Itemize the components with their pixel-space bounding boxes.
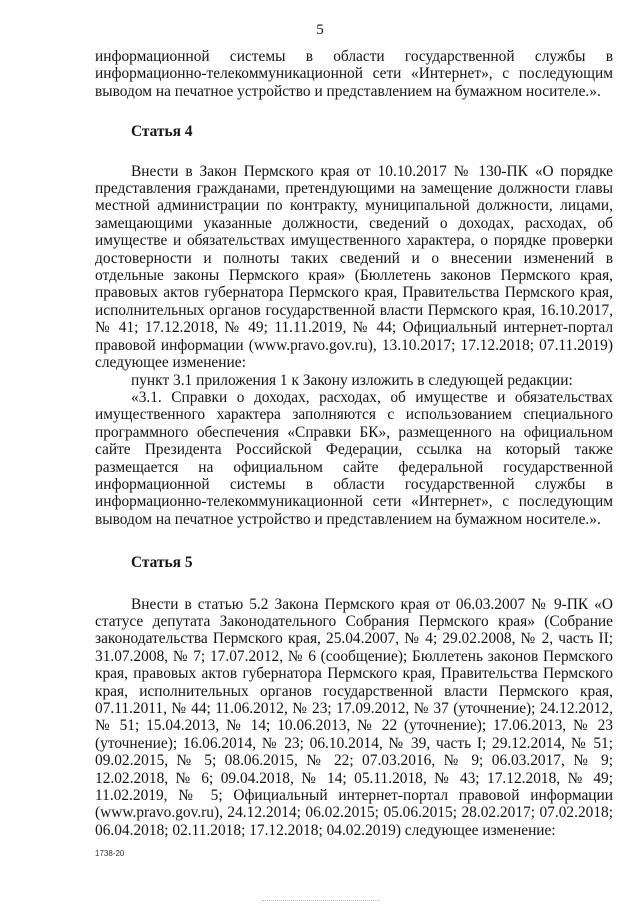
- article-4-paragraph-2: пункт 3.1 приложения 1 к Закону изложить в следующей редакции:: [131, 371, 573, 389]
- page-number: 5: [316, 22, 324, 38]
- article-4-paragraph-3: «3.1. Справки о доходах, расходах, об имуществе и обязательствах имущественного характера заполняются с использованием специального программного обеспечения «Справки БК», размещенного на официальном сайте Президента Российской Федерации, ссылка на который также размещается на официальном сайте федеральной государственной информационной системы в области государственной службы в информационно-телекоммуникационной сети «Интернет», с последующим выводом на печатное устройство и представлением на бумажном носителе.».: [95, 388, 613, 528]
- article-5-heading: Статья 5: [131, 554, 193, 572]
- article-5-paragraph-1: Внести в статью 5.2 Закона Пермского края от 06.03.2007 № 9-ПК «О статусе депутата Законодательного Собрания Пермского края» (Собрание законодательства Пермского края, 25.04.2007, № 4; 29.02.2008, № 2, часть II; 31.07.2008, № 7; 17.07.2012, № 6 (сообщение); Бюллетень законов Пермского края, правовых актов губернатора Пермского края, Правительства Пермского края, исполнительных органов государственной власти Пермского края, 07.11.2011, № 44; 11.06.2012, № 23; 17.09.2012, № 37 (уточнение); 24.12.2012, № 51; 15.04.2013, № 14; 10.06.2013, № 22 (уточнение); 17.06.2013, № 23 (уточнение); 16.06.2014, № 23; 06.10.2014, № 39, часть I; 29.12.2014, № 51; 09.02.2015, № 5; 08.06.2015, № 22; 07.03.2016, № 9; 06.03.2017, № 9; 12.02.2018, № 6; 09.04.2018, № 14; 05.11.2018, № 43; 17.12.2018, № 49; 11.02.2019, № 5; Официальный интернет-портал правовой информации (www.pravo.gov.ru), 24.12.2014; 06.02.2015; 05.06.2015; 28.02.2017; 07.02.2018; 06.04.2018; 02.11.2018; 17.12.2018; 04.02.2019) следующее изменение:: [95, 595, 613, 839]
- scan-artifact: [262, 900, 380, 902]
- document-code: 1738-20: [95, 849, 125, 858]
- article-4-paragraph-1: Внести в Закон Пермского края от 10.10.2017 № 130-ПК «О порядке представления гражданами, претендующими на замещение должности главы местной администрации по контракту, муниципальной должности, лицами, замещающими указанные должности, сведений о доходах, расходах, об имуществе и обязательствах имущественного характера, о порядке проверки достоверности и полноты таких сведений и о внесении изменений в отдельные законы Пермского края» (Бюллетень законов Пермского края, правовых актов губернатора Пермского края, Правительства Пермского края, исполнительных органов государственной власти Пермского края, 16.10.2017, № 41; 17.12.2018, № 49; 11.11.2019, № 44; Официальный интернет-портал правовой информации (www.pravo.gov.ru), 13.10.2017; 17.12.2018; 07.11.2019) следующее изменение:: [95, 162, 613, 372]
- document-body: [95, 48, 613, 839]
- intro-paragraph: информационной системы в области государственной службы в информационно-телекоммуникационной сети «Интернет», с последующим выводом на печатное устройство и представлением на бумажном носителе.».: [95, 48, 613, 100]
- article-4-heading: Статья 4: [131, 123, 193, 141]
